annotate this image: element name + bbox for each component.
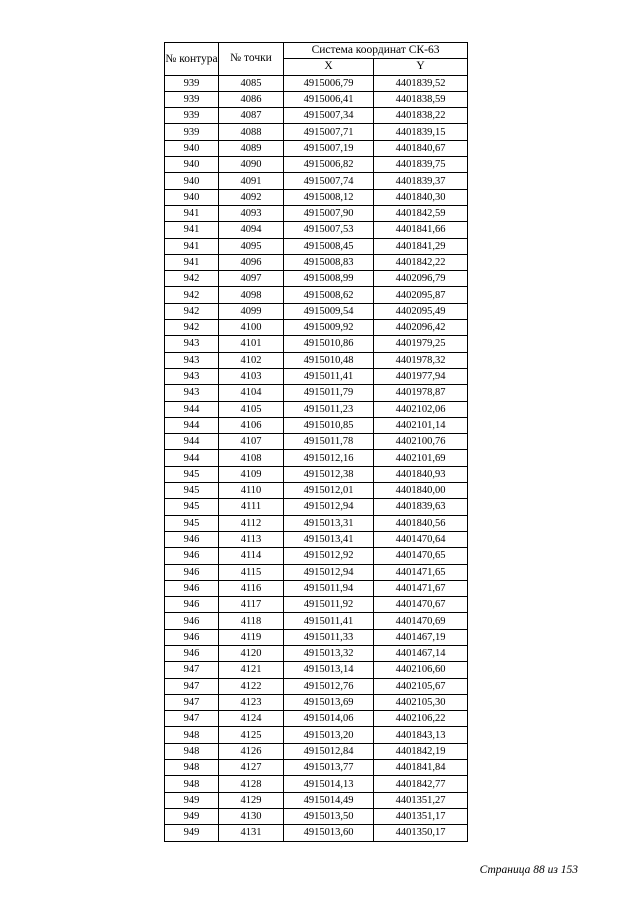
cell-contour: 947 (165, 694, 219, 710)
cell-point: 4093 (219, 205, 284, 221)
header-row (165, 43, 468, 59)
table-row (165, 792, 468, 808)
cell-point: 4109 (219, 466, 284, 482)
table-row (165, 157, 468, 173)
cell-y: 4402096,79 (374, 271, 468, 287)
cell-contour: 940 (165, 189, 219, 205)
table-body (165, 75, 468, 841)
table-row (165, 75, 468, 91)
cell-contour: 941 (165, 222, 219, 238)
cell-point: 4117 (219, 597, 284, 613)
cell-x: 4915006,79 (284, 75, 374, 91)
cell-point: 4114 (219, 548, 284, 564)
cell-y: 4401471,67 (374, 580, 468, 596)
cell-contour: 944 (165, 450, 219, 466)
header-coordinate-system: Система координат СК-63 (284, 43, 468, 59)
table-row (165, 417, 468, 433)
cell-point: 4091 (219, 173, 284, 189)
table-row (165, 515, 468, 531)
cell-x: 4915010,48 (284, 352, 374, 368)
cell-contour: 944 (165, 434, 219, 450)
cell-y: 4401470,65 (374, 548, 468, 564)
cell-contour: 941 (165, 254, 219, 270)
cell-point: 4088 (219, 124, 284, 140)
cell-point: 4105 (219, 401, 284, 417)
table-row (165, 629, 468, 645)
cell-contour: 947 (165, 662, 219, 678)
cell-y: 4401978,87 (374, 385, 468, 401)
cell-y: 4401471,65 (374, 564, 468, 580)
cell-x: 4915009,54 (284, 303, 374, 319)
table-row (165, 597, 468, 613)
cell-y: 4402101,14 (374, 417, 468, 433)
table-row (165, 613, 468, 629)
table-row (165, 531, 468, 547)
cell-x: 4915012,84 (284, 743, 374, 759)
cell-point: 4094 (219, 222, 284, 238)
cell-y: 4401839,15 (374, 124, 468, 140)
cell-y: 4401840,00 (374, 483, 468, 499)
cell-y: 4401838,59 (374, 91, 468, 107)
cell-y: 4401979,25 (374, 336, 468, 352)
cell-y: 4401470,64 (374, 531, 468, 547)
cell-x: 4915013,60 (284, 825, 374, 841)
cell-y: 4401842,59 (374, 205, 468, 221)
cell-point: 4115 (219, 564, 284, 580)
table-row (165, 760, 468, 776)
cell-point: 4125 (219, 727, 284, 743)
cell-point: 4087 (219, 108, 284, 124)
cell-point: 4108 (219, 450, 284, 466)
table-row (165, 189, 468, 205)
cell-contour: 946 (165, 531, 219, 547)
page-number: Страница 88 из 153 (479, 864, 578, 876)
cell-point: 4122 (219, 678, 284, 694)
cell-y: 4401351,17 (374, 808, 468, 824)
cell-x: 4915012,94 (284, 564, 374, 580)
cell-y: 4401840,93 (374, 466, 468, 482)
cell-contour: 943 (165, 385, 219, 401)
cell-contour: 948 (165, 776, 219, 792)
cell-point: 4099 (219, 303, 284, 319)
cell-contour: 948 (165, 760, 219, 776)
cell-y: 4401977,94 (374, 368, 468, 384)
cell-x: 4915008,12 (284, 189, 374, 205)
table-row (165, 564, 468, 580)
cell-x: 4915013,31 (284, 515, 374, 531)
cell-x: 4915008,99 (284, 271, 374, 287)
cell-y: 4402102,06 (374, 401, 468, 417)
cell-contour: 947 (165, 678, 219, 694)
cell-x: 4915007,34 (284, 108, 374, 124)
cell-contour: 941 (165, 238, 219, 254)
header-point-number: № точки (219, 43, 284, 76)
coordinates-table (164, 42, 468, 842)
cell-point: 4124 (219, 711, 284, 727)
cell-x: 4915011,79 (284, 385, 374, 401)
table-row (165, 303, 468, 319)
cell-y: 4402100,76 (374, 434, 468, 450)
cell-contour: 939 (165, 75, 219, 91)
cell-x: 4915013,69 (284, 694, 374, 710)
cell-contour: 939 (165, 124, 219, 140)
table-row (165, 108, 468, 124)
cell-x: 4915008,83 (284, 254, 374, 270)
cell-y: 4401840,67 (374, 140, 468, 156)
cell-x: 4915012,01 (284, 483, 374, 499)
header-y: Y (374, 59, 468, 75)
table-row (165, 222, 468, 238)
table-row (165, 205, 468, 221)
cell-point: 4100 (219, 320, 284, 336)
cell-y: 4402101,69 (374, 450, 468, 466)
cell-contour: 944 (165, 401, 219, 417)
table-row (165, 140, 468, 156)
header-x: X (284, 59, 374, 75)
cell-x: 4915011,78 (284, 434, 374, 450)
table-row (165, 466, 468, 482)
cell-x: 4915012,92 (284, 548, 374, 564)
cell-point: 4102 (219, 352, 284, 368)
cell-x: 4915011,33 (284, 629, 374, 645)
cell-x: 4915014,13 (284, 776, 374, 792)
cell-y: 4401470,67 (374, 597, 468, 613)
cell-y: 4401840,56 (374, 515, 468, 531)
cell-x: 4915007,71 (284, 124, 374, 140)
header-contour-number: № контура (165, 43, 219, 76)
cell-x: 4915010,85 (284, 417, 374, 433)
cell-x: 4915010,86 (284, 336, 374, 352)
cell-point: 4098 (219, 287, 284, 303)
cell-y: 4401978,32 (374, 352, 468, 368)
cell-x: 4915007,90 (284, 205, 374, 221)
cell-x: 4915011,23 (284, 401, 374, 417)
table-row (165, 727, 468, 743)
table-row (165, 124, 468, 140)
cell-y: 4401842,77 (374, 776, 468, 792)
cell-point: 4092 (219, 189, 284, 205)
cell-y: 4401839,63 (374, 499, 468, 515)
cell-x: 4915008,45 (284, 238, 374, 254)
cell-contour: 943 (165, 336, 219, 352)
cell-x: 4915006,41 (284, 91, 374, 107)
cell-contour: 946 (165, 645, 219, 661)
cell-x: 4915006,82 (284, 157, 374, 173)
cell-contour: 946 (165, 580, 219, 596)
cell-y: 4401841,84 (374, 760, 468, 776)
cell-y: 4401839,37 (374, 173, 468, 189)
cell-point: 4106 (219, 417, 284, 433)
cell-contour: 946 (165, 629, 219, 645)
cell-contour: 943 (165, 352, 219, 368)
cell-point: 4089 (219, 140, 284, 156)
cell-x: 4915013,14 (284, 662, 374, 678)
cell-point: 4123 (219, 694, 284, 710)
table-row (165, 645, 468, 661)
table-row (165, 808, 468, 824)
cell-contour: 946 (165, 613, 219, 629)
cell-y: 4401839,52 (374, 75, 468, 91)
cell-contour: 947 (165, 711, 219, 727)
cell-point: 4126 (219, 743, 284, 759)
cell-contour: 942 (165, 287, 219, 303)
table-row (165, 336, 468, 352)
cell-x: 4915012,38 (284, 466, 374, 482)
cell-x: 4915009,92 (284, 320, 374, 336)
cell-point: 4116 (219, 580, 284, 596)
cell-y: 4401467,14 (374, 645, 468, 661)
table-row (165, 743, 468, 759)
table-row (165, 499, 468, 515)
table-row (165, 368, 468, 384)
cell-contour: 946 (165, 564, 219, 580)
cell-x: 4915013,41 (284, 531, 374, 547)
cell-y: 4402096,42 (374, 320, 468, 336)
cell-y: 4401842,22 (374, 254, 468, 270)
cell-contour: 949 (165, 792, 219, 808)
cell-contour: 945 (165, 515, 219, 531)
cell-point: 4110 (219, 483, 284, 499)
table-row (165, 287, 468, 303)
cell-x: 4915011,41 (284, 613, 374, 629)
table-row (165, 694, 468, 710)
cell-point: 4103 (219, 368, 284, 384)
cell-contour: 946 (165, 548, 219, 564)
table-row (165, 238, 468, 254)
cell-point: 4097 (219, 271, 284, 287)
cell-contour: 946 (165, 597, 219, 613)
cell-point: 4118 (219, 613, 284, 629)
cell-point: 4096 (219, 254, 284, 270)
cell-y: 4402095,87 (374, 287, 468, 303)
table-row (165, 450, 468, 466)
cell-y: 4401351,27 (374, 792, 468, 808)
cell-contour: 939 (165, 108, 219, 124)
cell-contour: 942 (165, 320, 219, 336)
cell-point: 4107 (219, 434, 284, 450)
cell-contour: 940 (165, 173, 219, 189)
table-row (165, 401, 468, 417)
cell-contour: 940 (165, 140, 219, 156)
cell-point: 4095 (219, 238, 284, 254)
cell-x: 4915013,20 (284, 727, 374, 743)
cell-point: 4086 (219, 91, 284, 107)
cell-x: 4915014,49 (284, 792, 374, 808)
cell-point: 4090 (219, 157, 284, 173)
cell-point: 4112 (219, 515, 284, 531)
cell-contour: 945 (165, 499, 219, 515)
cell-contour: 948 (165, 727, 219, 743)
cell-x: 4915012,76 (284, 678, 374, 694)
cell-contour: 949 (165, 808, 219, 824)
cell-x: 4915008,62 (284, 287, 374, 303)
cell-x: 4915012,16 (284, 450, 374, 466)
cell-point: 4121 (219, 662, 284, 678)
cell-y: 4402095,49 (374, 303, 468, 319)
cell-contour: 942 (165, 303, 219, 319)
cell-x: 4915011,92 (284, 597, 374, 613)
cell-contour: 945 (165, 466, 219, 482)
cell-y: 4402105,67 (374, 678, 468, 694)
cell-x: 4915014,06 (284, 711, 374, 727)
cell-x: 4915007,74 (284, 173, 374, 189)
cell-x: 4915013,50 (284, 808, 374, 824)
cell-y: 4401841,29 (374, 238, 468, 254)
cell-y: 4402105,30 (374, 694, 468, 710)
cell-point: 4111 (219, 499, 284, 515)
table-row (165, 776, 468, 792)
cell-point: 4101 (219, 336, 284, 352)
cell-contour: 944 (165, 417, 219, 433)
table-row (165, 254, 468, 270)
cell-contour: 943 (165, 368, 219, 384)
cell-point: 4119 (219, 629, 284, 645)
cell-y: 4402106,22 (374, 711, 468, 727)
cell-x: 4915007,53 (284, 222, 374, 238)
cell-y: 4401467,19 (374, 629, 468, 645)
cell-point: 4129 (219, 792, 284, 808)
cell-point: 4131 (219, 825, 284, 841)
cell-y: 4401840,30 (374, 189, 468, 205)
cell-contour: 942 (165, 271, 219, 287)
table-row (165, 173, 468, 189)
table-row (165, 352, 468, 368)
cell-contour: 945 (165, 483, 219, 499)
cell-point: 4120 (219, 645, 284, 661)
table-row (165, 320, 468, 336)
cell-x: 4915013,32 (284, 645, 374, 661)
cell-y: 4401350,17 (374, 825, 468, 841)
table-row (165, 483, 468, 499)
cell-contour: 948 (165, 743, 219, 759)
cell-point: 4127 (219, 760, 284, 776)
cell-x: 4915012,94 (284, 499, 374, 515)
table-row (165, 678, 468, 694)
cell-contour: 939 (165, 91, 219, 107)
cell-x: 4915007,19 (284, 140, 374, 156)
table-row (165, 434, 468, 450)
cell-point: 4130 (219, 808, 284, 824)
table-header (165, 43, 468, 76)
cell-y: 4401843,13 (374, 727, 468, 743)
table-row (165, 580, 468, 596)
cell-contour: 940 (165, 157, 219, 173)
table-row (165, 385, 468, 401)
table-row (165, 91, 468, 107)
cell-y: 4401842,19 (374, 743, 468, 759)
table-row (165, 662, 468, 678)
table-row (165, 548, 468, 564)
table-row (165, 711, 468, 727)
table-row (165, 271, 468, 287)
cell-y: 4401838,22 (374, 108, 468, 124)
cell-contour: 949 (165, 825, 219, 841)
cell-x: 4915013,77 (284, 760, 374, 776)
cell-y: 4402106,60 (374, 662, 468, 678)
cell-point: 4128 (219, 776, 284, 792)
cell-x: 4915011,94 (284, 580, 374, 596)
cell-point: 4085 (219, 75, 284, 91)
cell-x: 4915011,41 (284, 368, 374, 384)
cell-y: 4401470,69 (374, 613, 468, 629)
cell-point: 4104 (219, 385, 284, 401)
cell-y: 4401841,66 (374, 222, 468, 238)
cell-point: 4113 (219, 531, 284, 547)
cell-contour: 941 (165, 205, 219, 221)
cell-y: 4401839,75 (374, 157, 468, 173)
table-row (165, 825, 468, 841)
